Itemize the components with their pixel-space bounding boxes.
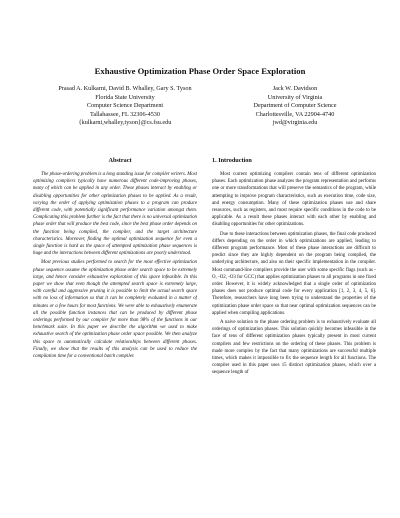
- author-address: Tallahassee, FL 32306-4530: [90, 110, 160, 118]
- author-address: Charlottesville, VA 22904-4740: [255, 110, 335, 118]
- introduction-paragraph: A naive solution to the phase ordering problem is to exhaustively evaluate all orderings of optimization phases. This solution quickly becomes infeasible in the face of tens of different optimization phases typically present in most current compilers and few restrictions on the ordering of these phases. This problem is made more complex by the fact that many optimizations are successful multiple times, which makes it impossible to fix the sequence length for all functions. The compiler used in this paper uses 15 distinct optimization phases, which over a sequence length of: [212, 320, 376, 376]
- abstract-paragraph: Most previous studies performed to search for the most effective optimization phase sequence assume the optimization phase order search space to be extremely large, and hence consider exhaustive exploration of this space infeasible. In this paper we show that even though the attempted search space is extremely large, with careful and aggressive pruning it is possible to limit the actual search space with no loss of information so that it can be completely evaluated in a matter of minutes or a few hours for most functions. We were able to exhaustively enumerate all the possible function instances that can be produced by different phase orderings performed by our compiler for more than 98% of the functions in our benchmark suite. In this paper we describe the algorithm we used to make exhaustive search of the optimization phase order space possible. We then analyze this space to automatically calculate relationships between different phases. Finally, we show that the results of this analysis can be used to reduce the compilation time for a conventional batch compiler.: [33, 260, 197, 360]
- author-department: Computer Science Department: [86, 102, 164, 110]
- author-names: Prasad A. Kulkarni, David B. Whalley, Gary S. Tyson: [58, 85, 192, 92]
- author-email: jwd@virginia.edu: [272, 119, 318, 127]
- abstract-heading: Abstract: [108, 157, 132, 164]
- introduction-body: [212, 171, 376, 506]
- paper-title: Exhaustive Optimization Phase Order Space Exploration: [94, 66, 306, 76]
- introduction-paragraph: Most current optimizing compilers contain tens of different optimization phases. Each optimization phase analyzes the program representation and performs one or more transformations that will preserve the semantics of the program, while attempting to improve program characteristics, such as execution time, code size, and energy consumption. Many of these optimization phases use and share resources, such as registers, and most require specific conditions in the code to be applicable. As a result these phases interact with each other by enabling and disabling opportunities for other optimizations.: [212, 172, 376, 228]
- author-email: {kulkarni,whalley,tyson}@cs.fsu.edu: [78, 119, 172, 127]
- abstract-paragraph: The phase-ordering problem is a long standing issue for compiler writers. Most optimizing compilers typically have numerous different code-improving phases, many of which can be applied in any order. These phases interact by enabling or disabling opportunities for other optimization phases to be applied. As a result, varying the order of applying optimization phases to a program can produce different code, with potentially significant performance variation amongst them. Complicating this problem further is the fact that there is no universal optimization phase order that will produce the best code, since the best phase order depends on the function being compiled, the compiler, and the target architecture characteristics. Moreover, finding the optimal optimization sequence for even a single function is hard as the space of attempted optimization phase sequences is huge and the interactions between different optimizations are poorly understood.: [33, 172, 197, 257]
- author-department: Department of Computer Science: [253, 102, 337, 110]
- author-names: Jack W. Davidson: [272, 85, 318, 92]
- author-affiliation: Florida State University: [95, 93, 155, 101]
- author-block-right: [215, 85, 375, 128]
- abstract-body: [33, 171, 197, 506]
- author-block-left: [40, 85, 210, 128]
- introduction-paragraph: Due to these interactions between optimization phases, the final code produced differs depending on the order in which optimizations are applied, leading to different program performance. Most of these phase interactions are difficult to predict since they are highly dependent on the program being compiled, the underlying architecture, and also on their specific implementation in the compiler. Most command-line compilers provide the user with some specific flags (such as -O, -O2, -O3 for GCC) that applies optimization phases to all programs in one fixed order. However, it is widely acknowledged that a single order of optimization phases does not produce optimal code for every application [1, 2, 3, 4, 5, 6]. Therefore, researchers have long been trying to understand the properties of the optimization phase order space so that near optimal optimization sequences can be applied when compiling applications.: [212, 231, 376, 316]
- introduction-heading: 1. Introduction: [212, 157, 252, 164]
- author-affiliation: University of Virginia: [267, 93, 323, 101]
